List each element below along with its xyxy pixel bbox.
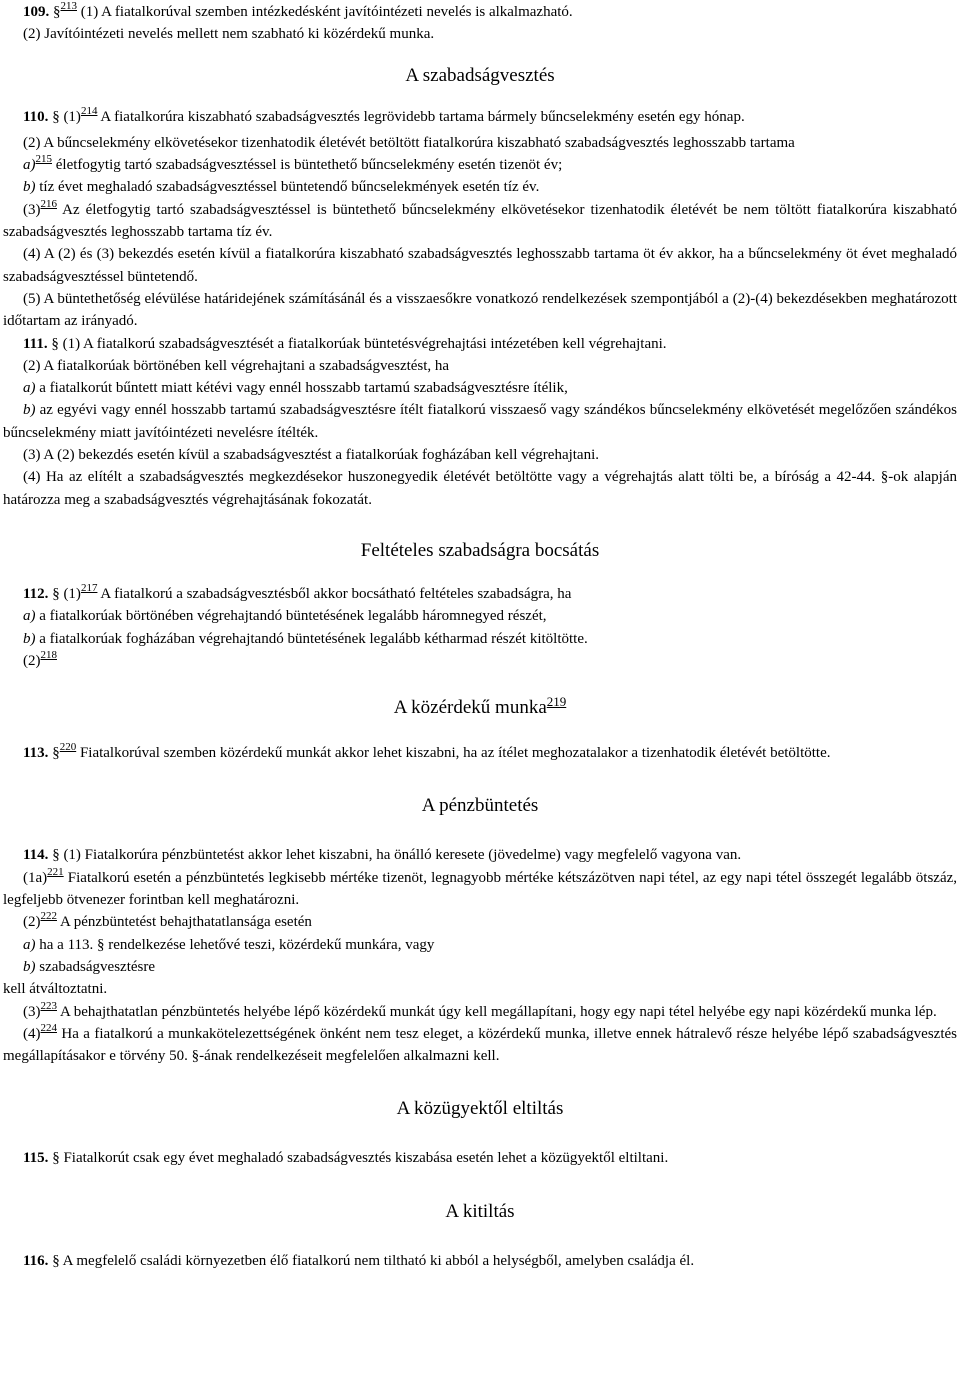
section-115 (3, 1147, 957, 1169)
paragraph-text: Ha a fiatalkorú a munkakötelezettségének önként nem tesz eleget, a közérdekű munka, illetve ennek hátralevő része helyébe lépő szabadságvesztés megállapításakor e törvény 50. §-ának rendelkezéseit megfelelően alkalmazni kell. (3, 1025, 957, 1065)
point-letter: a) (23, 157, 36, 174)
point-letter: a) (23, 608, 36, 625)
section-109-para-1 (3, 1, 957, 23)
paragraph-text: (1) A fiatalkorú szabadságvesztését a fiatalkorúak büntetésvégrehajtási intézetében kell végrehajtani. (62, 335, 667, 352)
section-110-para-4 (3, 243, 957, 288)
paragraph-text: (1) Fiatalkorúra pénzbüntetést akkor lehet kiszabni, ha önálló keresete (jövedelme) vagy megfelelő vagyona van. (63, 847, 742, 864)
section-110-point-b (3, 176, 957, 198)
point-text: az egyévi vagy ennél hosszabb tartamú szabadságvesztésre ítélt fiatalkorú visszaeső vagy szándékos bűncselekmény elkövetését megelőzően szándékos bűncselekmény miatt javítóintézeti nevelésre ítélték. (3, 402, 957, 441)
section-114-para-2 (3, 911, 957, 933)
section-number: 110. (23, 108, 49, 125)
section-mark: § (52, 847, 60, 864)
section-110-point-a (3, 154, 957, 176)
paragraph-text: (1) A fiatalkorúval szemben intézkedésként javítóintézeti nevelés is alkalmazható. (80, 4, 573, 20)
section-110-para-2 (3, 132, 957, 154)
paragraph-number: (1a) (23, 869, 48, 886)
section-number: 113. (23, 745, 49, 762)
paragraph-text: (3) A (2) bekezdés esetén kívül a szabadságvesztést a fiatalkorúak fogházában kell végrehajtani. (23, 447, 600, 464)
document-page (0, 1, 960, 1272)
paragraph-text: A megfelelő családi környezetben élő fiatalkorú nem tiltható ki abból a helységből, amelyben családja él. (62, 1252, 695, 1269)
section-112-point-a (3, 605, 957, 627)
paragraph-text: Fiatalkorú esetén a pénzbüntetés legkisebb mértéke tizenöt, legnagyobb mértéke kétszázötven napi tétel, az egy napi tétel összegét legalább ötszáz, legfeljebb ötvenezer forintban kell meghatározni. (3, 869, 958, 909)
footnote-ref[interactable]: 217 (80, 581, 98, 594)
section-number: 112. (23, 585, 49, 602)
section-111-point-a (3, 377, 957, 399)
section-114-closing (3, 978, 957, 1000)
paragraph-text: A fiatalkorú a szabadságvesztésből akkor bocsátható feltételes szabadságra, ha (100, 585, 572, 602)
section-111-para-3 (3, 444, 957, 466)
paragraph-text: (5) A büntethetőség elévülése határidejének számításánál és a visszaesőkre vonatkozó rendelkezések szempontjából a (2)-(4) bekezdésekben meghatározott időtartam az irányadó. (3, 290, 957, 330)
heading-penzbuntetes: A pénzbüntetés (421, 795, 539, 817)
heading-szabadsagvesztes: A szabadságvesztés (405, 64, 555, 86)
section-mark: § (52, 1150, 60, 1167)
point-text: tíz évet meghaladó szabadságvesztéssel büntetendő bűncselekmények esetén tíz év. (39, 179, 540, 196)
paragraph-text: A fiatalkorúra kiszabható szabadságvesztés legrövidebb tartama bármely bűncselekmény esetén egy hónap. (100, 108, 745, 125)
paragraph-text: Fiatalkorút csak egy évet meghaladó szabadságvesztés kiszabása esetén lehet a közügyektől eltiltani. (63, 1150, 669, 1167)
paragraph-number: (1) (63, 585, 81, 602)
point-letter: b) (23, 402, 36, 419)
paragraph-text: (2) A fiatalkorúak börtönében kell végrehajtani a szabadságvesztést, ha (23, 357, 450, 374)
paragraph-text: (4) A (2) és (3) bekezdés esetén kívül a fiatalkorúra kiszabható szabadságvesztés leghosszabb tartama öt év akkor, ha a bűncselekmény öt évet meghaladó szabadságvesztéssel büntetendő. (3, 246, 957, 285)
footnote-ref[interactable]: 220 (59, 741, 77, 754)
section-111-point-b (3, 399, 957, 444)
footnote-ref[interactable]: 219 (546, 694, 567, 710)
heading-kitiltas: A kitiltás (445, 1200, 515, 1222)
paragraph-text: Fiatalkorúval szemben közérdekű munkát akkor lehet kiszabni, ha az ítélet meghozatalakor a tizenhatodik életévét betöltötte. (79, 745, 831, 762)
paragraph-number: (3) (23, 201, 41, 218)
section-113 (3, 742, 957, 764)
section-number: 109. (23, 4, 50, 20)
heading-text: A közérdekű munka (393, 697, 547, 719)
section-number: 116. (23, 1252, 49, 1269)
point-letter: a) (23, 380, 36, 397)
section-number: 111. (23, 335, 48, 352)
point-letter: b) (23, 958, 36, 975)
paragraph-number: (2) (23, 652, 41, 669)
section-111-para-4 (3, 466, 957, 511)
footnote-ref[interactable]: 223 (40, 999, 57, 1012)
section-mark: § (52, 1252, 60, 1269)
section-114-para-1 (3, 844, 957, 866)
section-114-para-4 (3, 1023, 957, 1068)
section-110-para-5 (3, 288, 957, 333)
section-mark: § (51, 335, 59, 352)
heading-kozerdeku-munka (3, 696, 957, 720)
paragraph-text: Az életfogytig tartó szabadságvesztéssel is büntethető bűncselekmény elkövetésekor tizenhatodik életévét be nem töltött fiatalkorúra kiszabható szabadságvesztés leghosszabb tartama tíz év. (3, 201, 957, 241)
section-114-point-a (3, 934, 957, 956)
section-111-para-2 (3, 355, 957, 377)
section-116 (3, 1250, 957, 1272)
section-114-para-1a (3, 867, 957, 912)
point-text: a fiatalkorúak fogházában végrehajtandó büntetésének legalább kétharmad részét kitöltötte. (39, 630, 588, 647)
heading-feltetles-szabadsag: Feltételes szabadságra bocsátás (360, 539, 600, 561)
section-number: 115. (23, 1150, 49, 1167)
point-text: életfogytig tartó szabadságvesztéssel is büntethető bűncselekmény esetén tizenöt év; (55, 157, 563, 174)
point-text: szabadságvesztésre (39, 958, 156, 975)
section-112-para-2 (3, 650, 957, 672)
point-letter: b) (23, 630, 36, 647)
point-text: a fiatalkorút bűntett miatt kétévi vagy ennél hosszabb tartamú szabadságvesztésre ítélik, (39, 380, 568, 397)
point-letter: b) (23, 179, 36, 196)
section-mark: § (52, 108, 60, 125)
paragraph-number: (3) (23, 1003, 41, 1020)
section-112-para-1 (3, 583, 957, 605)
section-mark: § (52, 745, 60, 762)
point-text: a fiatalkorúak börtönében végrehajtandó büntetésének legalább háromnegyed részét, (39, 608, 547, 625)
section-110-para-3 (3, 199, 957, 244)
footnote-ref[interactable]: 221 (47, 865, 64, 878)
paragraph-text: A behajthatatlan pénzbüntetés helyébe lépő közérdekű munkát úgy kell megállapítani, hogy egy napi tétel helyébe egy napi közérdekű munka lép. (59, 1003, 937, 1020)
section-number: 114. (23, 847, 49, 864)
footnote-ref[interactable]: 215 (35, 153, 52, 166)
paragraph-text: (2) A bűncselekmény elkövetésekor tizenhatodik életévét betöltött fiatalkorúra kiszabható szabadságvesztés leghosszabb tartama (23, 134, 795, 151)
paragraph-text: (2) Javítóintézeti nevelés mellett nem szabható ki közérdekű munka. (23, 26, 435, 43)
section-114-point-b (3, 956, 957, 978)
footnote-ref[interactable]: 216 (40, 197, 57, 210)
footnote-ref[interactable]: 213 (60, 0, 77, 12)
section-109-para-2 (3, 23, 957, 45)
paragraph-number: (1) (63, 108, 81, 125)
section-mark: § (53, 4, 61, 20)
heading-kozugyektol-eltiltas: A közügyektől eltiltás (396, 1098, 564, 1120)
section-110-para-1 (3, 106, 957, 128)
point-text: ha a 113. § rendelkezése lehetővé teszi, közérdekű munkára, vagy (39, 936, 435, 953)
footnote-ref[interactable]: 214 (80, 104, 98, 117)
section-114-para-3 (3, 1001, 957, 1023)
paragraph-text: A pénzbüntetést behajthatatlansága esetén (59, 914, 312, 931)
section-112-point-b (3, 628, 957, 650)
paragraph-text: kell átváltoztatni. (3, 981, 108, 998)
footnote-ref[interactable]: 224 (40, 1021, 57, 1034)
section-111-para-1 (3, 333, 957, 355)
section-mark: § (52, 585, 60, 602)
footnote-ref[interactable]: 218 (40, 648, 57, 661)
paragraph-text: (4) Ha az elítélt a szabadságvesztés megkezdésekor huszonegyedik életévét betöltötte vagy a végrehajtás alatt tölti be, a bíróság a 42-44. §-ok alapján határozza meg a szabadságvesztés végrehajtásának fokozatát. (3, 469, 957, 508)
footnote-ref[interactable]: 222 (40, 910, 57, 923)
point-letter: a) (23, 936, 36, 953)
paragraph-number: (2) (23, 914, 41, 931)
paragraph-number: (4) (23, 1025, 41, 1042)
